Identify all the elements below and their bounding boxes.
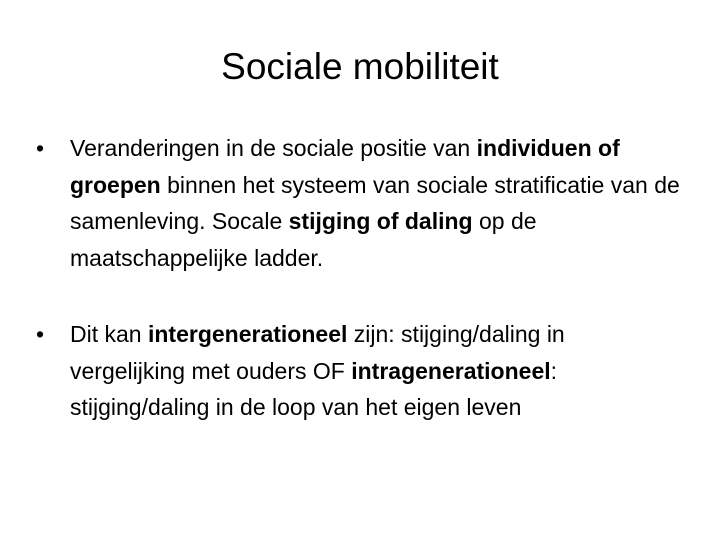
bullet-icon: • (36, 135, 45, 161)
bold-text-segment: stijging of daling (288, 208, 473, 234)
slide-title: Sociale mobiliteit (221, 46, 499, 87)
bold-text-segment: individuen of groepen (70, 135, 620, 198)
text-segment: zijn: stijging/daling in vergelijking met ouders OF (70, 321, 565, 384)
text-segment: : stijging/daling in de loop van het eigen leven (70, 357, 558, 420)
bullet-item (36, 316, 686, 426)
bullet-text (70, 135, 680, 271)
bold-text-segment: intergenerationeel (147, 321, 348, 347)
bullet-list (36, 130, 686, 426)
text-segment: binnen het systeem van sociale stratificatie van de samenleving. Socale (70, 171, 680, 234)
bullet-item (36, 130, 686, 276)
text-segment: op de maatschappelijke ladder. (70, 208, 537, 271)
text-segment: Dit kan (70, 321, 148, 347)
bullet-icon: • (36, 321, 45, 347)
text-segment: Veranderingen in de sociale positie van (70, 135, 477, 161)
bullet-text (70, 321, 565, 420)
bold-text-segment: intragenerationeel (351, 357, 551, 384)
